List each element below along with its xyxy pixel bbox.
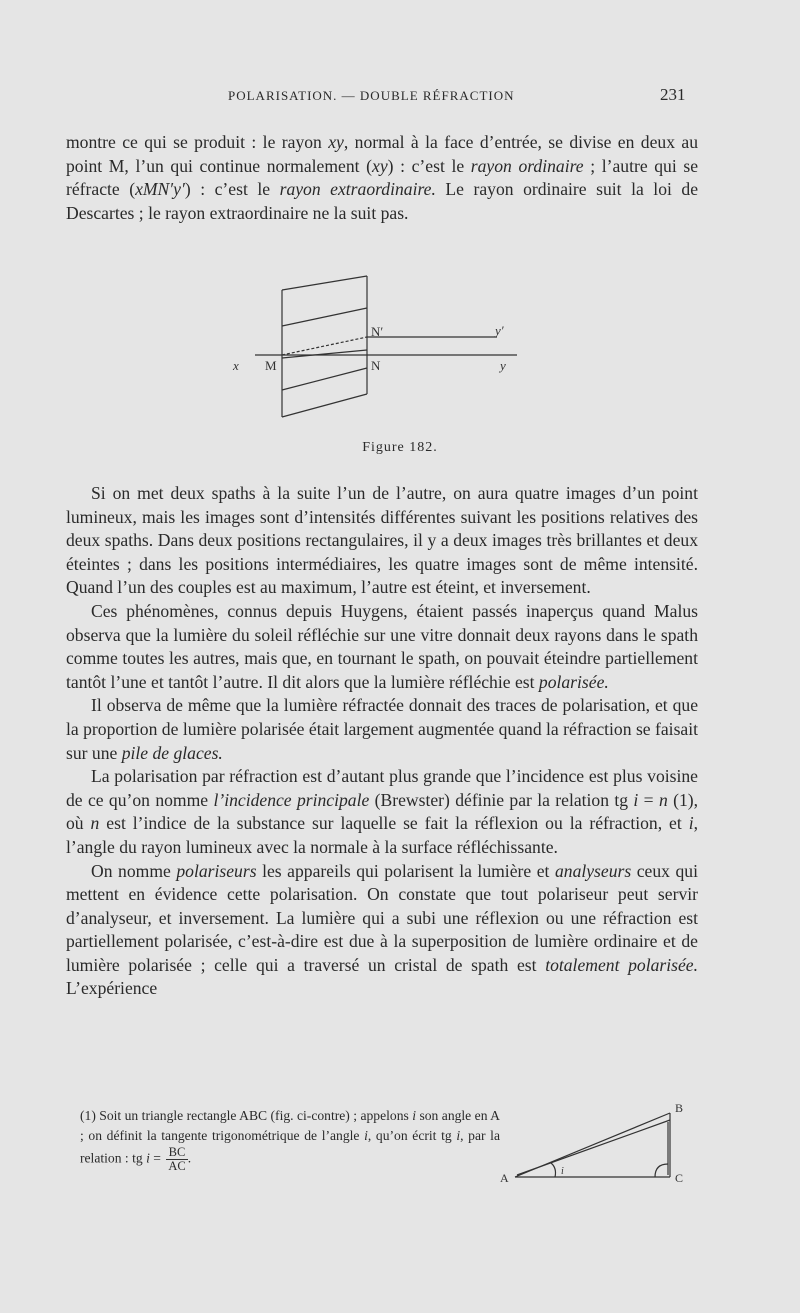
var-i: i [633, 789, 639, 810]
var-i: i [146, 1150, 150, 1166]
triangle-label-i: i [561, 1166, 564, 1177]
fraction-bc-ac [166, 1146, 187, 1173]
term-rayon-extraordinaire: rayon extraordinaire. [279, 179, 436, 200]
figure-caption: Figure 182. [362, 440, 438, 455]
label-y-prime: y′ [495, 323, 504, 338]
text: ; l’autre qui se réfracte ( [66, 155, 699, 200]
term-rayon-ordinaire: rayon ordinaire [470, 155, 584, 176]
paragraph [66, 860, 698, 1002]
figure-spath-diagram [225, 270, 535, 430]
text: xy [372, 155, 388, 176]
label-n: N [371, 358, 381, 373]
fraction-numerator: BC [166, 1146, 187, 1160]
var-n: n [658, 789, 668, 810]
term-pile-de-glaces: pile de glaces. [121, 742, 223, 763]
text: (1), où [66, 789, 698, 834]
text: ceux qui mettent en évidence cette polarisation. On constate que tout polariseur peut servir d’analyseur, et inversement. La lumière qui a subi une réflexion ou une réfraction est partiellement polarisée, c’est-à-dire est due à la superposition de lumière ordinaire et de lumière polarisée ; celle qui a traversé un cristal de spath est [66, 860, 698, 975]
text: ) : c’est le [387, 155, 471, 176]
var-i: i [364, 1128, 368, 1143]
triangle-label-b: B [675, 1101, 684, 1115]
text: Ces phénomènes, connus depuis Huygens, étaient passés inaperçus quand Malus observa que la lumière du soleil réfléchie sur une vitre donnait deux rayons dans le spath comme toutes les autres, mais que, en tournant le spath, on pouvait éteindre partiellement tantôt l’une et tantôt l’autre. Il dit alors que la lumière réfléchie est [66, 600, 698, 692]
text: = [638, 789, 659, 810]
var-i: i [688, 813, 694, 834]
main-text [66, 482, 698, 1001]
var-i: i [456, 1128, 461, 1143]
page-number: 231 [660, 85, 686, 104]
paragraph-intro [66, 131, 698, 225]
text: Il observa de même que la lumière réfractée donnait des traces de polarisation, et que la proportion de lumière polarisée était largement augmentée quand la réfraction se faisait sur une [66, 695, 698, 763]
paragraph [66, 600, 698, 694]
text: xMN′y′ [135, 179, 185, 200]
label-y: y [500, 358, 506, 373]
fraction-denominator: AC [168, 1159, 186, 1173]
text: , qu’on écrit tg [367, 1128, 457, 1143]
paragraph [66, 694, 698, 765]
text: L’expérience [66, 978, 158, 999]
text: La polarisation par réfraction est d’autant plus grande que l’incidence est plus voisine de ce qu’on nomme [66, 766, 698, 810]
label-m: M [265, 358, 277, 373]
term-polarisee: polarisée. [538, 671, 609, 692]
label-n-prime: N′ [371, 324, 384, 339]
text: . [187, 1150, 192, 1166]
label-x: x [233, 358, 239, 373]
triangle-label-a: A [500, 1171, 509, 1185]
paragraph: Si on met deux spaths à la suite l’un de l’autre, on aura quatre images d’un point lumineux, mais les images sont d’intensités différentes suivant les positions relatives des deux spaths. Dans deux positions rectangulaires, il y a deux images très brillantes et deux éteintes ; dans les positions intermédiaires, les quatre images sont de même intensité. Quand l’un des couples est au maximum, l’autre est éteint, et inversement. [66, 483, 698, 598]
footnote [80, 1106, 500, 1173]
text: (1) Soit un triangle rectangle ABC (fig. ci-contre) ; appelons [80, 1108, 413, 1123]
term-analyseurs: analyseurs [554, 860, 632, 881]
text: , par la relation : tg [80, 1128, 500, 1166]
text: , l’angle du rayon lumineux avec la normale à la surface réfléchissante. [66, 813, 698, 857]
text: (Brewster) définie par la relation tg [369, 789, 634, 810]
text: son angle en A ; on définit la tangente trigonométrique de l’angle [80, 1108, 500, 1143]
text: montre ce qui se produit : le rayon [66, 132, 329, 152]
var-n: n [90, 813, 100, 834]
text: = [149, 1150, 165, 1166]
term-totalement-polarisee: totalement polarisée. [545, 954, 698, 975]
paragraph [66, 765, 698, 859]
text: Le rayon ordinaire suit la loi de Descartes ; le rayon extraordinaire ne la suit pas. [66, 179, 699, 223]
running-title: POLARISATION. — DOUBLE RÉFRACTION [228, 88, 515, 103]
text: xy [328, 132, 344, 152]
text: est l’indice de la substance sur laquelle se fait la réflexion ou la réfraction, et [99, 813, 689, 834]
triangle-abc-diagram [495, 1098, 695, 1188]
text: les appareils qui polarisent la lumière et [256, 860, 555, 881]
var-i: i [412, 1108, 417, 1123]
triangle-label-c: C [675, 1171, 684, 1185]
term-incidence-principale: l’incidence principale [213, 789, 370, 810]
term-polariseurs: polariseurs [176, 860, 257, 881]
text: On nomme [91, 860, 177, 881]
text: , normal à la face d’entrée, se divise en deux au point M, l’un qui continue normalement ( [66, 132, 698, 176]
text: ) : c’est le [184, 179, 280, 200]
